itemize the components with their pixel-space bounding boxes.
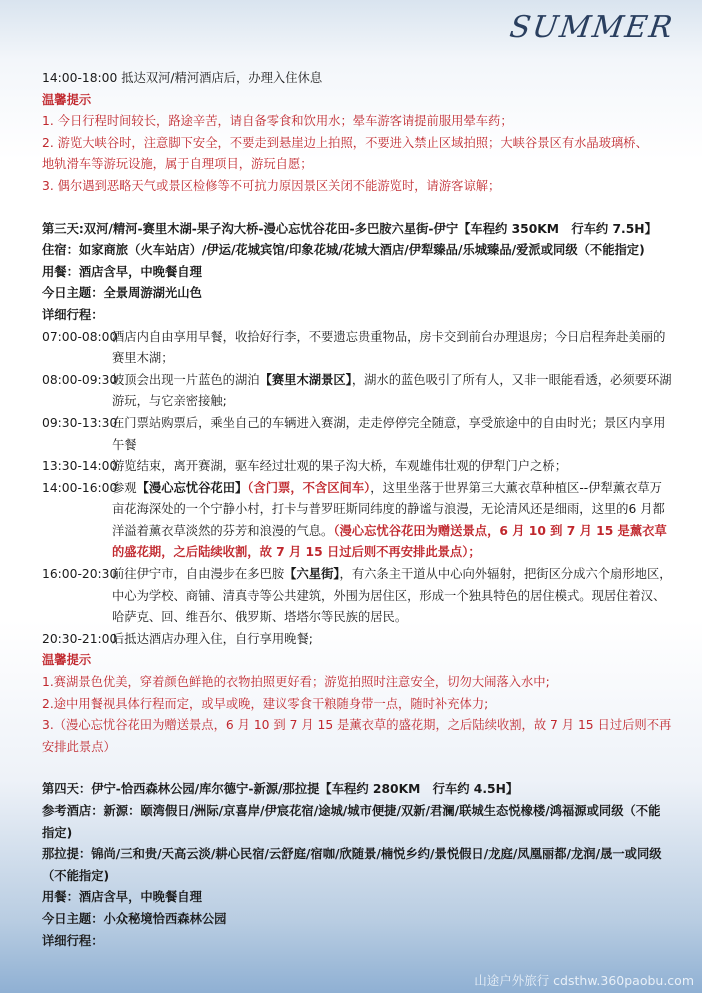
desc-text: 参观 bbox=[112, 480, 137, 495]
brand-logo: SUMMER bbox=[507, 10, 677, 45]
schedule-time: 13:30-14:00 bbox=[42, 459, 118, 474]
tips1-item: 3. 偶尔遇到恶略天气或景区检修等不可抗力原因景区关闭不能游览时，请游客谅解； bbox=[42, 178, 501, 193]
schedule-row bbox=[42, 564, 672, 629]
desc-text: ，湖水的蓝色吸引了所有人，又非一眼能看透，必须要环湖游玩，与它亲密接触; bbox=[112, 372, 672, 409]
tips1-title: 温馨提示 bbox=[42, 92, 92, 107]
schedule-time: 14:00-16:00 bbox=[42, 480, 118, 495]
schedule-row bbox=[42, 413, 672, 456]
tips1-item: 2. 游览大峡谷时，注意脚下安全，不要走到悬崖边上拍照，不要进入禁止区域拍照；大峡谷景区有水晶玻璃桥、 bbox=[42, 135, 648, 150]
tips2-item: 3.（漫心忘忧谷花田为赠送景点，6 月 10 到 7 月 15 是薰衣草的盛花期，之后陆续收割，故 7 月 15 日过后则不再安排此景点） bbox=[42, 718, 672, 754]
day4-meals: 用餐：酒店含早，中晚餐自理 bbox=[42, 890, 202, 905]
schedule-row bbox=[42, 370, 672, 413]
schedule-desc bbox=[112, 370, 672, 413]
desc-text: ，这里坐落于世界第三大薰衣草种植区--伊犁薰衣草万亩花海深处的一个宁静小村，打卡与普罗旺斯同纬度的静谧与浪漫，无论清风还是细雨，这里的6 月都洋溢着薰衣草淡然的芬芳和浪漫的气息。 bbox=[112, 480, 665, 538]
schedule-desc: 在门票站购票后，乘坐自己的车辆进入赛湖，走走停停完全随意，享受旅途中的自由时光；景区内享用午餐 bbox=[112, 415, 666, 452]
spot-name: 【赛里木湖景区】 bbox=[259, 372, 352, 387]
schedule-time: 07:00-08:00 bbox=[42, 329, 118, 344]
tips1-item: 地轨滑车等游玩设施，属于自理项目，游玩自愿； bbox=[42, 157, 313, 172]
schedule-row bbox=[42, 327, 672, 370]
footer-watermark: 山途户外旅行 cdsthw.360paobu.com bbox=[474, 973, 694, 988]
tips2-title: 温馨提示 bbox=[42, 653, 92, 668]
schedule-row bbox=[42, 478, 672, 564]
day3-detail-label: 详细行程： bbox=[42, 307, 104, 322]
schedule-time: 20:30-21:00 bbox=[42, 631, 118, 646]
day4-title: 第四天：伊宁-恰西森林公园/库尔德宁-新源/那拉提【车程约 280KM 行车约 4.5H】 bbox=[42, 782, 519, 797]
day4-detail-label: 详细行程： bbox=[42, 933, 104, 948]
schedule-time: 09:30-13:30 bbox=[42, 415, 118, 430]
itinerary-document bbox=[42, 68, 672, 952]
schedule-row bbox=[42, 629, 672, 651]
tips2-item: 2.途中用餐视具体行程而定，或早或晚，建议零食干粮随身带一点，随时补充体力; bbox=[42, 696, 489, 711]
schedule-time: 16:00-20:30 bbox=[42, 567, 118, 582]
day2-tail-line: 14:00-18:00 抵达双河/精河酒店后，办理入住休息 bbox=[42, 71, 323, 85]
schedule-row bbox=[42, 456, 672, 478]
schedule-time: 08:00-09:30 bbox=[42, 372, 118, 387]
day4-ref-hotel: 参考酒店：新源：颐湾假日/洲际/京喜岸/伊宸花宿/途城/城市便捷/双新/君澜/联城生态悦橡楼/鸿福源或同级（不能指定) bbox=[42, 804, 661, 840]
schedule-desc: 酒店内自由享用早餐，收拾好行李，不要遗忘贵重物品，房卡交到前台办理退房；今日启程奔赴美丽的赛里木湖； bbox=[112, 329, 666, 366]
day4-theme: 今日主题：小众秘境恰西森林公园 bbox=[42, 911, 227, 926]
day3-theme: 今日主题：全景周游湖光山色 bbox=[42, 286, 202, 301]
desc-text: 坡顶会出现一片蓝色的湖泊 bbox=[112, 372, 260, 387]
spot-name: 【漫心忘忧谷花田】 bbox=[136, 480, 248, 495]
day3-hotel: 住宿：如家商旅（火车站店）/伊运/花城宾馆/印象花城/花城大酒店/伊犁臻品/乐城臻品/爱派或同级（不能指定) bbox=[42, 243, 645, 258]
desc-text: ，有六条主干道从中心向外辐射，把街区分成六个扇形地区，中心为学校、商铺、清真寺等公共建筑，外围为居住区，形成一个独具特色的居住模式。现居住着汉、哈萨克、回、维吾尔、俄罗斯、塔塔尔等民族的居民。 bbox=[112, 567, 672, 625]
day3-title: 第三天:双河/精河-赛里木湖-果子沟大桥-漫心忘忧谷花田-多巴胺六星街-伊宁【车程约 350KM 行车约 7.5H】 bbox=[42, 221, 657, 236]
schedule-desc: 后抵达酒店办理入住，自行享用晚餐; bbox=[112, 631, 313, 646]
ticket-note: （含门票，不含区间车） bbox=[247, 480, 371, 495]
tips2-item: 1.赛湖景色优美，穿着颜色鲜艳的衣物拍照更好看；游览拍照时注意安全，切勿大闹落入水中; bbox=[42, 675, 550, 690]
bonus-note: （漫心忘忧谷花田为赠送景点，6 月 10 到 7 月 15 是薰衣草的盛花期，之后陆续收割，故 7 月 15 日过后则不再安排此景点）； bbox=[112, 523, 667, 560]
tips1-item: 1. 今日行程时间较长，路途辛苦，请自备零食和饮用水；晕车游客请提前服用晕车药； bbox=[42, 114, 513, 129]
schedule-desc bbox=[112, 478, 672, 564]
day4-nalati-hotel: 那拉提：锦尚/三和贵/天高云淡/耕心民宿/云舒庭/宿咖/欣随景/楠悦乡约/景悦假日/龙庭/凤凰丽都/龙润/晟一或同级（不能指定) bbox=[42, 847, 662, 883]
schedule-desc bbox=[112, 564, 672, 629]
spot-name: 【六星街】 bbox=[284, 567, 340, 582]
day3-meals: 用餐：酒店含早，中晚餐自理 bbox=[42, 264, 202, 279]
desc-text: 前往伊宁市，自由漫步在多巴胺 bbox=[112, 567, 285, 582]
schedule-desc: 游览结束，离开赛湖，驱车经过壮观的果子沟大桥，车观雄伟壮观的伊犁门户之桥； bbox=[112, 459, 567, 474]
